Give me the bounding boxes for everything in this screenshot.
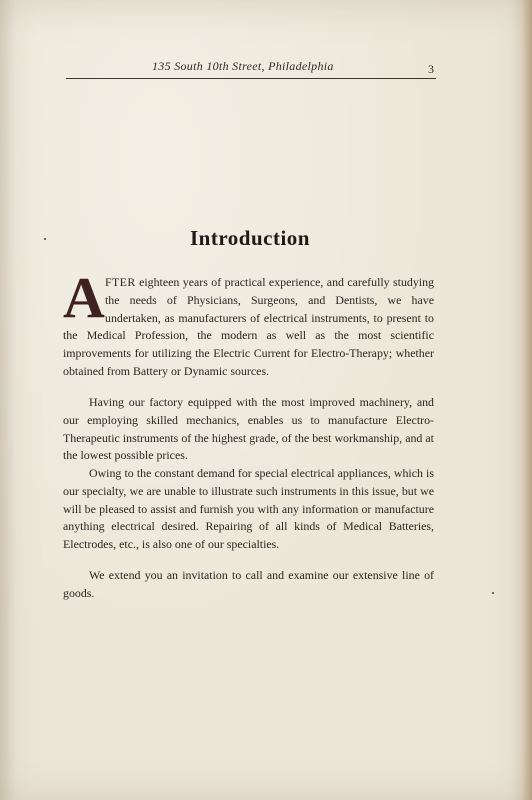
paper-speck [492,592,494,594]
header-address: 135 South 10th Street, Philadelphia [152,59,334,73]
running-header [66,58,436,79]
paragraph-4: We extend you an invitation to call and examine our extensive line of goods. [63,568,434,600]
paper-speck [44,238,46,240]
paragraph-1 [63,265,434,381]
paragraph-3: Owing to the constant demand for special electrical appliances, which is our specialty, we are unable to illustrate such instruments in this issue, but we will be pleased to assist and furnish you with any information or manufacture anything electrical desired. Repairing of all kinds of Medical Batteries, Electrodes, etc., is also one of our specialties. [63,466,434,552]
paragraph-1-lead: FTER [105,275,136,289]
page-edge-shadow [522,0,532,800]
page-title: Introduction [190,226,310,250]
page-number: 3 [428,62,434,76]
paragraph-1-text: eighteen years of practical experience, and carefully studying the needs of Physicians, Surgeons, and Dentists, we have undertaken, as manufacturers of electrical instruments, to present to the Medical Profession, the modern as well as the most scientific improvements for utilizing the Electric Current for Electro-Therapy; whether obtained from Battery or Dynamic sources. [63,275,434,378]
paragraph-2: Having our factory equipped with the most improved machinery, and our employing skilled mechanics, enables us to manufacture Electro-Therapeutic instruments of the highest grade, of the best workmanship, and at the lowest possible prices. [63,395,434,463]
drop-cap: A [63,265,105,330]
